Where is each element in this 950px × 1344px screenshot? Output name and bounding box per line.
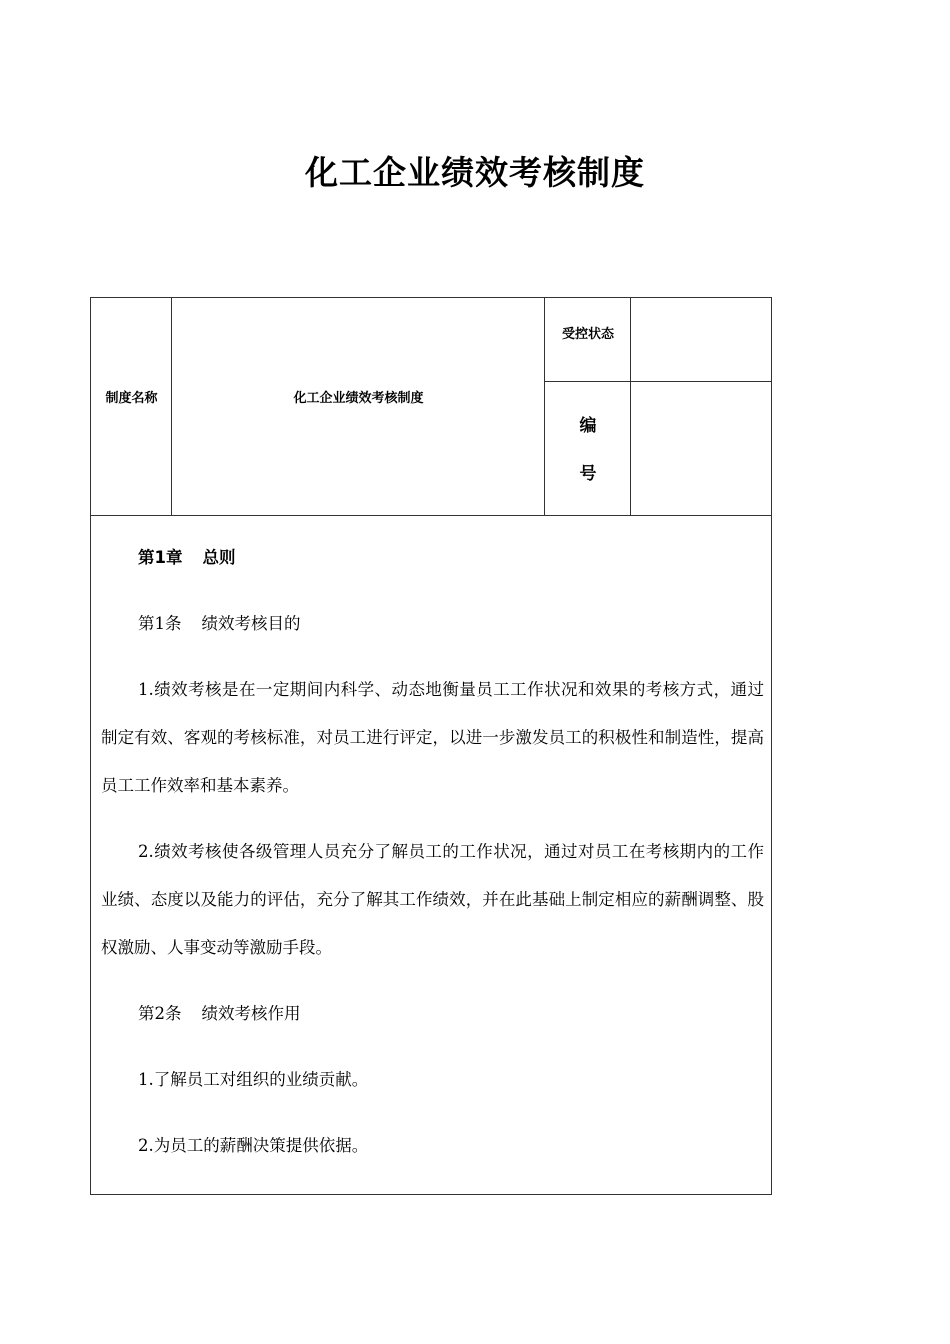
table-divider xyxy=(544,381,772,382)
document-number-label-line2: 号 xyxy=(579,464,597,484)
paragraph: 1.绩效考核是在一定期间内科学、动态地衡量员工工作状况和效果的考核方式，通过制定有效、客观的考核标准，对员工进行评定，以进一步激发员工的积极性和制造性，提高员工工作效率和基本素养。 xyxy=(101,680,764,795)
policy-name-label: 制度名称 xyxy=(105,391,158,406)
paragraph: 2.绩效考核使各级管理人员充分了解员工的工作状况，通过对员工在考核期内的工作业绩、态度以及能力的评估，充分了解其工作绩效，并在此基础上制定相应的薪酬调整、股权激励、人事变动等激励手段。 xyxy=(101,842,764,957)
document-number-label-line1: 编 xyxy=(579,416,597,436)
document-body xyxy=(91,516,773,1170)
article-heading: 第1条 绩效考核目的 xyxy=(138,614,301,633)
page-title: 化工企业绩效考核制度 xyxy=(305,153,645,192)
paragraph: 1.了解员工对组织的业绩贡献。 xyxy=(138,1070,369,1089)
policy-name-value: 化工企业绩效考核制度 xyxy=(293,391,424,406)
table-divider xyxy=(171,298,172,515)
article-heading: 第2条 绩效考核作用 xyxy=(138,1004,301,1023)
document-number-label xyxy=(545,402,631,498)
control-status-label: 受控状态 xyxy=(561,327,614,342)
paragraph: 2.为员工的薪酬决策提供依据。 xyxy=(138,1136,369,1155)
chapter-heading: 第1章 总则 xyxy=(138,548,236,567)
document-table xyxy=(90,297,772,1195)
